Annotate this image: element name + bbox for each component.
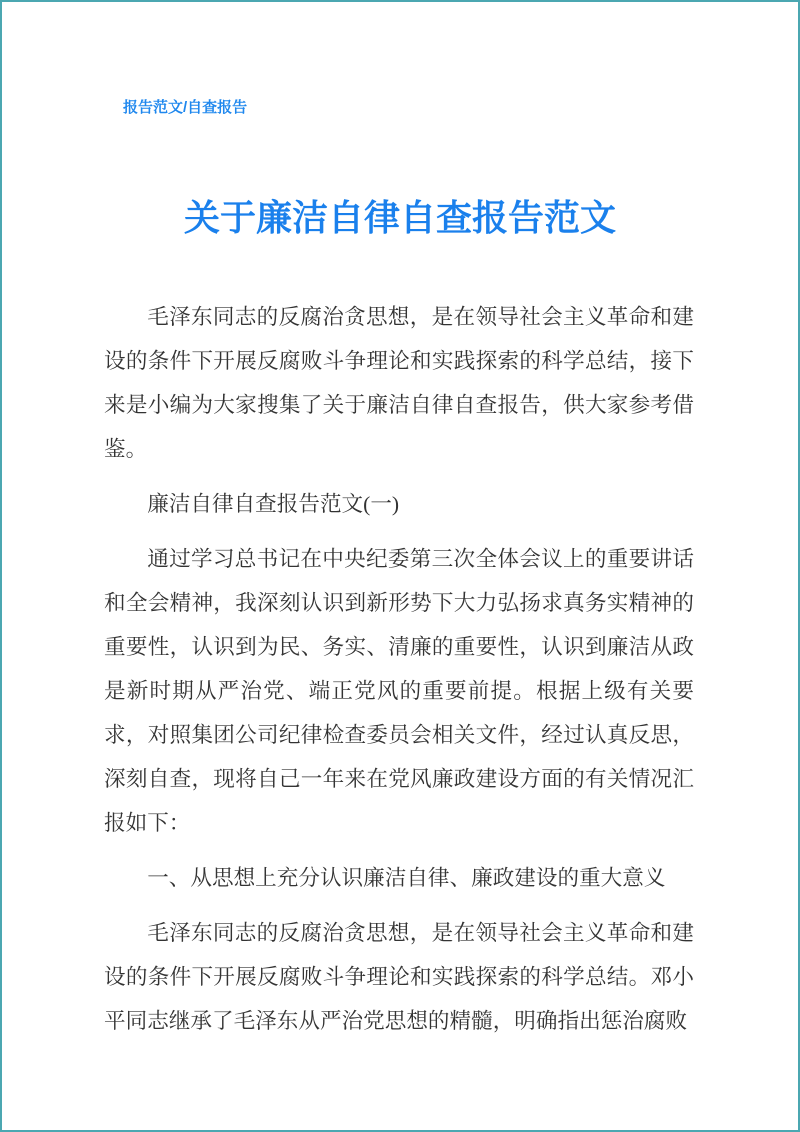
article-body	[104, 295, 694, 1054]
paragraph: 廉洁自律自查报告范文(一)	[147, 492, 400, 516]
paragraph: 毛泽东同志的反腐治贪思想，是在领导社会主义革命和建设的条件下开展反腐败斗争理论和实践探索的科学总结，接下来是小编为大家搜集了关于廉洁自律自查报告，供大家参考借鉴。	[104, 305, 694, 461]
breadcrumb[interactable]: 报告范文/自查报告	[123, 99, 248, 116]
paragraph: 毛泽东同志的反腐治贪思想，是在领导社会主义革命和建设的条件下开展反腐败斗争理论和实践探索的科学总结。邓小平同志继承了毛泽东从严治党思想的精髓，明确指出惩治腐败	[104, 921, 694, 1033]
paragraph: 一、从思想上充分认识廉洁自律、廉政建设的重大意义	[147, 866, 666, 890]
page-title: 关于廉洁自律自查报告范文	[183, 197, 616, 238]
paragraph: 通过学习总书记在中央纪委第三次全体会议上的重要讲话和全会精神，我深刻认识到新形势下大力弘扬求真务实精神的重要性，认识到为民、务实、清廉的重要性，认识到廉洁从政是新时期从严治党、端正党风的重要前提。根据上级有关要求，对照集团公司纪律检查委员会相关文件，经过认真反思，深刻自查，现将自己一年来在党风廉政建设方面的有关情况汇报如下：	[104, 547, 694, 835]
